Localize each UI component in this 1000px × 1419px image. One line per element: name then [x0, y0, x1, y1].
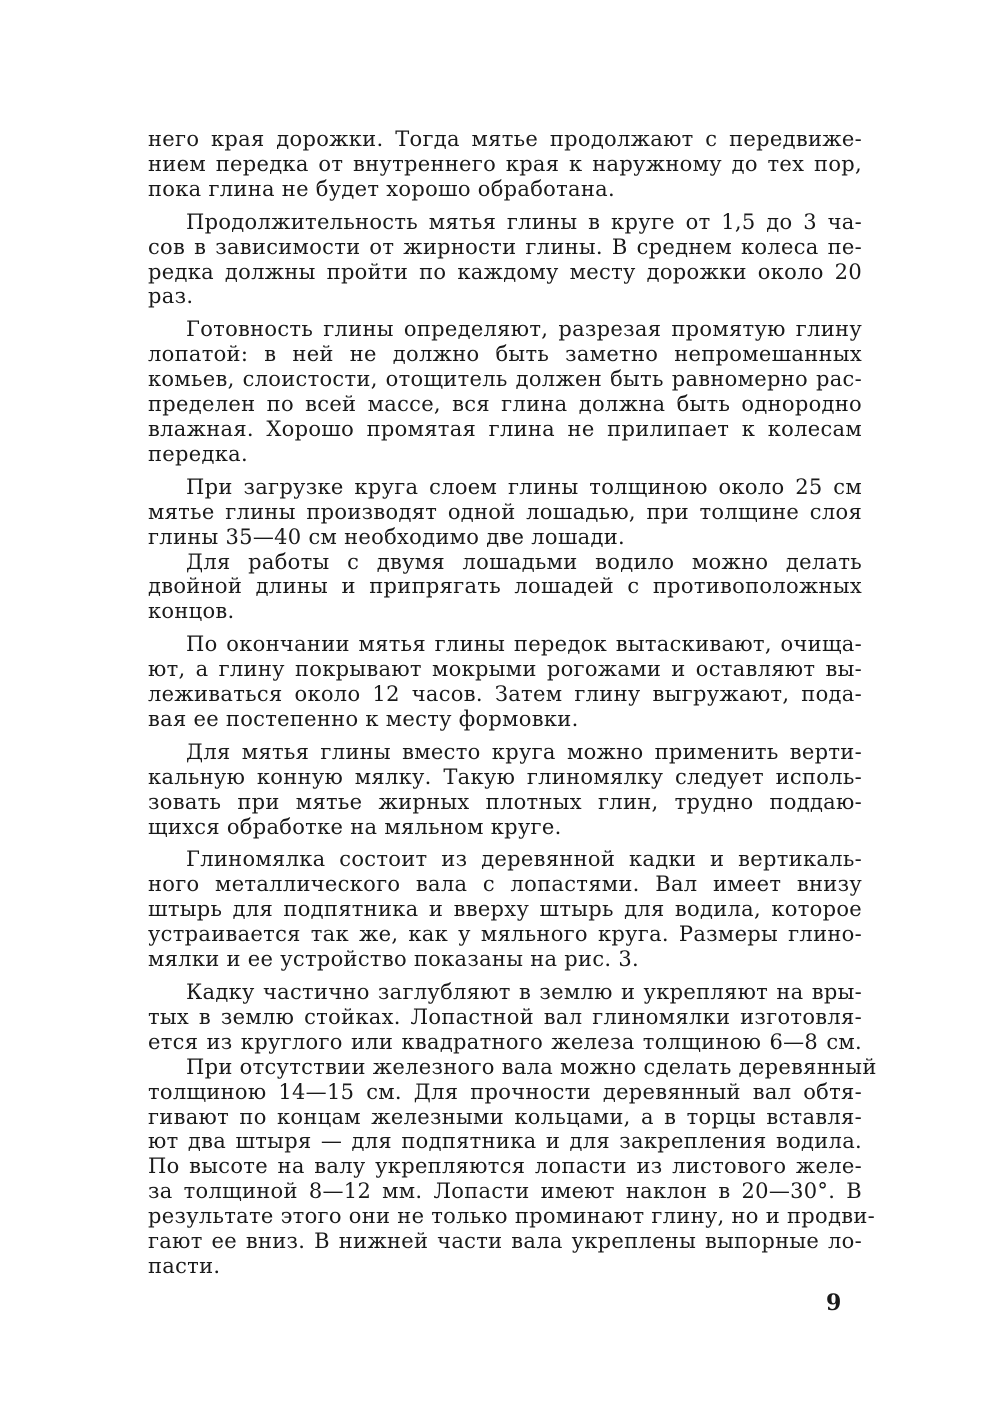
- text-line: вая ее постепенно к месту формовки.: [148, 706, 579, 731]
- text-line: лопатой: в ней не должно быть заметно непромешанных: [148, 342, 862, 367]
- paragraph-7: [148, 740, 862, 840]
- text-line: пасти.: [148, 1253, 221, 1278]
- text-line: комьев, слоистости, отощитель должен быть равномерно рас-: [148, 367, 862, 392]
- text-line: штырь для подпятника и вверху штырь для водила, которое: [148, 897, 862, 922]
- text-line: ют два штыря — для подпятника и для закрепления водила.: [148, 1129, 862, 1154]
- text-line: кальную конную мялку. Такую глиномялку следует исполь-: [148, 764, 862, 789]
- text-line: зовать при мятье жирных плотных глин, трудно поддаю-: [148, 789, 862, 814]
- text-line: По окончании мятья глины передок вытаскивают, очища-: [186, 632, 862, 657]
- paragraph-6: [148, 632, 862, 732]
- text-line: гивают по концам железными кольцами, а в торцы вставля-: [148, 1104, 862, 1129]
- paragraph-9: [148, 980, 862, 1055]
- text-line: гают ее вниз. В нижней части вала укреплены выпорные ло-: [148, 1229, 862, 1254]
- text-line: пока глина не будет хорошо обработана.: [148, 176, 615, 201]
- paragraph-1: [148, 127, 862, 202]
- paragraph-2: [148, 210, 862, 310]
- text-line: леживаться около 12 часов. Затем глину выгружают, пода-: [148, 682, 862, 707]
- text-line: ется из круглого или квадратного железа толщиною 6—8 см.: [148, 1029, 862, 1054]
- text-line: При загрузке круга слоем глины толщиною около 25 см: [186, 474, 862, 499]
- text-line: результате этого они не только проминают глину, но и продви-: [148, 1204, 876, 1229]
- text-line: передка.: [148, 441, 248, 466]
- paragraph-8: [148, 847, 862, 972]
- text-line: за толщиной 8—12 мм. Лопасти имеют наклон в 20—30°. В: [148, 1179, 862, 1204]
- text-line: концов.: [148, 599, 235, 624]
- text-line: По высоте на валу укрепляются лопасти из листового желе-: [148, 1154, 862, 1179]
- paragraph-3: [148, 317, 862, 466]
- text-line: пределен по всей массе, вся глина должна быть однородно: [148, 392, 862, 417]
- text-line: Для работы с двумя лошадьми водило можно делать: [186, 549, 862, 574]
- page-number: 9: [826, 1290, 842, 1316]
- paragraph-10: [148, 1054, 877, 1279]
- text-line: устраивается так же, как у мяльного круга. Размеры глино-: [148, 922, 862, 947]
- text-line: тых в землю стойках. Лопастной вал глиномялки изготовля-: [148, 1004, 862, 1029]
- text-line: щихся обработке на мяльном круге.: [148, 814, 562, 839]
- text-line: мялки и ее устройство показаны на рис. 3.: [148, 947, 639, 972]
- text-line: Продолжительность мятья глины в круге от 1,5 до 3 ча-: [186, 209, 862, 234]
- text-line: глины 35—40 см необходимо две лошади.: [148, 524, 625, 549]
- text-line: толщиною 14—15 см. Для прочности деревянный вал обтя-: [148, 1079, 862, 1104]
- text-line: Для мятья глины вместо круга можно применить верти-: [186, 739, 862, 764]
- text-line: двойной длины и припрягать лошадей с противоположных: [148, 574, 862, 599]
- text-line: влажная. Хорошо промятая глина не прилипает к колесам: [148, 416, 862, 441]
- body-text: [148, 127, 877, 1287]
- text-line: него края дорожки. Тогда мятье продолжают с передвиже-: [148, 127, 862, 151]
- paragraph-4: [148, 475, 862, 550]
- text-line: сов в зависимости от жирности глины. В среднем колеса пе-: [148, 234, 862, 259]
- text-line: Кадку частично заглубляют в землю и укрепляют на вры-: [186, 980, 862, 1004]
- text-line: Готовность глины определяют, разрезая промятую глину: [186, 317, 862, 342]
- text-line: Глиномялка состоит из деревянной кадки и вертикаль-: [186, 847, 862, 872]
- text-line: При отсутствии железного вала можно сделать деревянный: [186, 1054, 877, 1079]
- text-line: ют, а глину покрывают мокрыми рогожами и оставляют вы-: [148, 657, 862, 682]
- paragraph-5: [148, 550, 862, 625]
- text-line: раз.: [148, 284, 194, 309]
- text-line: редка должны пройти по каждому месту дорожки около 20: [148, 259, 862, 284]
- text-line: нием передка от внутреннего края к наружному до тех пор,: [148, 151, 862, 176]
- text-line: ного металлического вала с лопастями. Вал имеет внизу: [148, 872, 862, 897]
- text-line: мятье глины производят одной лошадью, при толщине слоя: [148, 499, 862, 524]
